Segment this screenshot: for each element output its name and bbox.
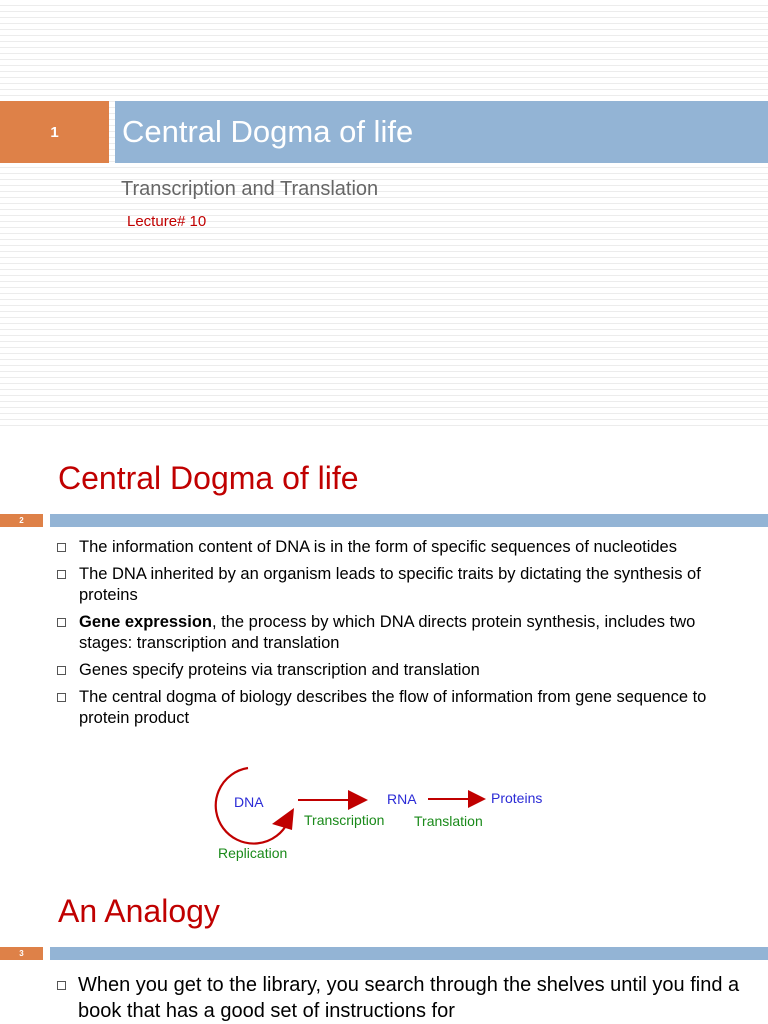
bullet-box-icon — [57, 981, 66, 990]
translation-arrowhead-icon — [468, 790, 486, 808]
bullet-box-icon — [57, 693, 66, 702]
dna-label: DNA — [234, 794, 264, 810]
slide-2-bar — [50, 514, 768, 527]
transcription-arrowhead-icon — [348, 790, 368, 810]
list-item: The information content of DNA is in the form of specific sequences of nucleotides — [57, 537, 737, 558]
bullet-box-icon — [57, 666, 66, 675]
slide-2-bullets — [57, 537, 737, 735]
slide-3-title: An Analogy — [58, 893, 220, 929]
slide-number: 1 — [0, 101, 109, 163]
title-bar — [115, 101, 768, 163]
bullet-box-icon — [57, 543, 66, 552]
rna-label: RNA — [387, 791, 417, 807]
list-item: Genes specify proteins via transcription and translation — [57, 660, 737, 681]
replication-arrowhead-icon — [272, 808, 294, 830]
slide-3-bar — [50, 947, 768, 960]
title-slide — [0, 0, 768, 430]
list-item: When you get to the library, you search through the shelves until you find a book that has a good set of instructions for — [57, 972, 747, 1024]
central-dogma-diagram — [200, 760, 580, 870]
slide-2-number: 2 — [0, 514, 43, 527]
bullet-box-icon — [57, 618, 66, 627]
lecture-number: Lecture# 10 — [127, 213, 207, 230]
slide-2-title: Central Dogma of life — [58, 460, 359, 496]
transcription-label: Transcription — [304, 812, 385, 828]
list-item: The DNA inherited by an organism leads to specific traits by dictating the synthesis of proteins — [57, 564, 737, 606]
slide-subtitle: Transcription and Translation — [121, 178, 379, 200]
translation-label: Translation — [414, 813, 483, 829]
list-item: Gene expression, the process by which DNA directs protein synthesis, includes two stages: transcription and translation — [57, 612, 737, 654]
slide-3-bullets — [57, 972, 747, 1024]
slide-3-number: 3 — [0, 947, 43, 960]
list-item: The central dogma of biology describes the flow of information from gene sequence to protein product — [57, 687, 737, 729]
proteins-label: Proteins — [491, 790, 543, 806]
bullet-box-icon — [57, 570, 66, 579]
replication-label: Replication — [218, 845, 288, 861]
slide-title: Central Dogma of life — [122, 114, 414, 149]
